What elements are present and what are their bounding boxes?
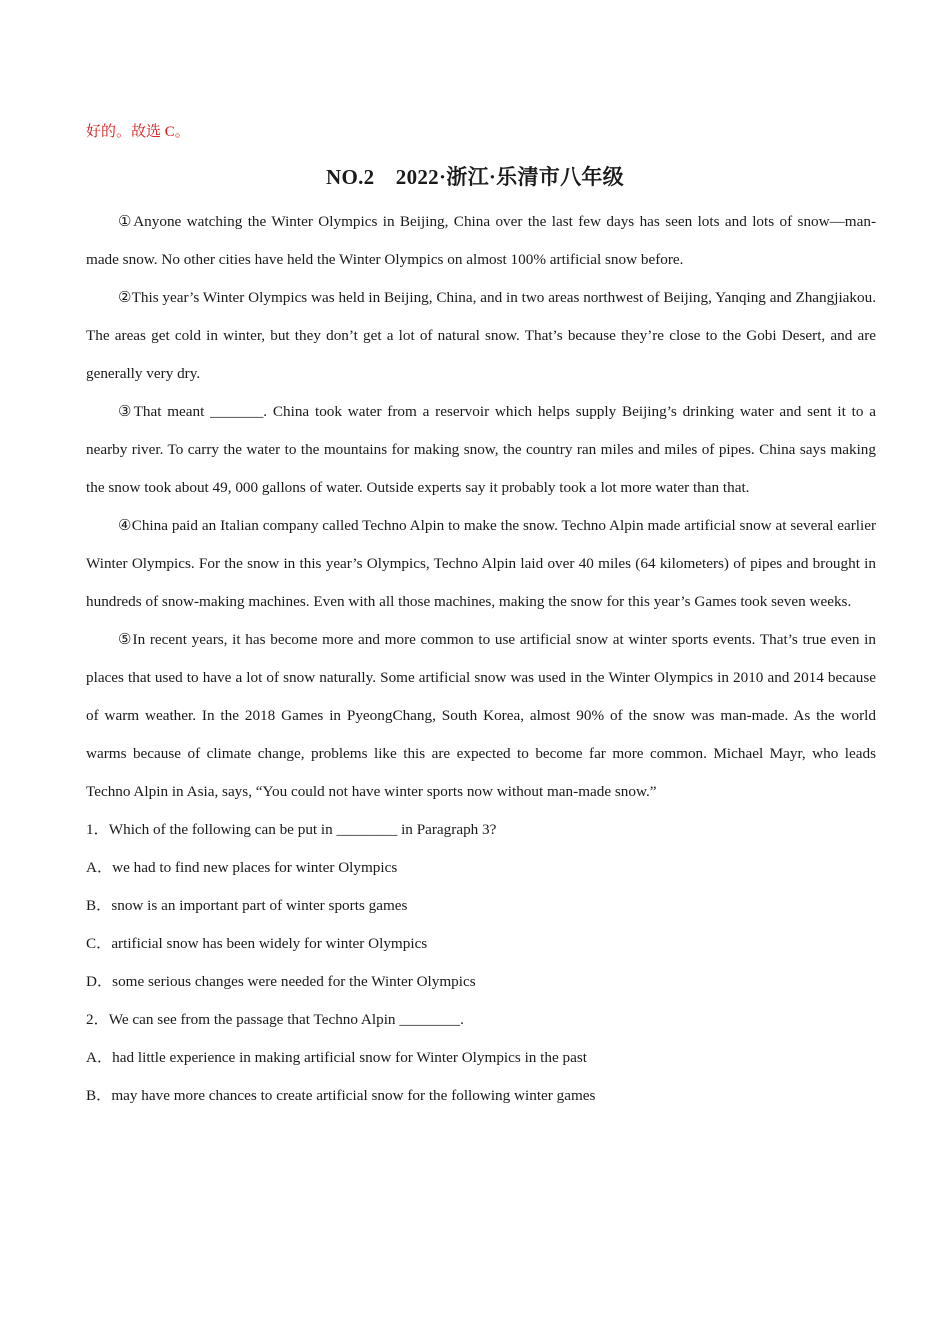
option-b: B．snow is an important part of winter sports games	[86, 897, 408, 914]
option-c: C．artificial snow has been widely for winter Olympics	[86, 935, 428, 952]
question-1	[86, 811, 876, 1001]
option-b: B．may have more chances to create artificial snow for the following winter games	[86, 1087, 596, 1104]
option-a: A．we had to find new places for winter Olympics	[86, 859, 398, 876]
paragraph-3: ③That meant _______. China took water from a reservoir which helps supply Beijing’s drinking water and sent it to a nearby river. To carry the water to the mountains for making snow, the country ran miles and miles of pipes. China says making the snow took about 49, 000 gallons of water. Outside experts say it probably took a lot more water than that.	[86, 403, 876, 496]
option-a: A．had little experience in making artificial snow for Winter Olympics in the past	[86, 1049, 588, 1066]
question-stem: 2．We can see from the passage that Techno Alpin ________.	[86, 1011, 464, 1028]
answer-note: 好的。故选 C。	[86, 124, 190, 140]
paragraph-4: ④China paid an Italian company called Techno Alpin to make the snow. Techno Alpin made artificial snow at several earlier Winter Olympics. For the snow in this year’s Olympics, Techno Alpin laid over 40 miles (64 kilometers) of pipes and brought in hundreds of snow-making machines. Even with all those machines, making the snow for this year’s Games took seven weeks.	[86, 517, 876, 610]
question-stem: 1．Which of the following can be put in ________ in Paragraph 3?	[86, 821, 497, 838]
paragraph-2: ②This year’s Winter Olympics was held in Beijing, China, and in two areas northwest of Beijing, Yanqing and Zhangjiakou. The areas get cold in winter, but they don’t get a lot of natural snow. That’s because they’re close to the Gobi Desert, and are generally very dry.	[86, 289, 876, 382]
question-2	[86, 1001, 876, 1115]
reading-passage	[86, 203, 876, 1115]
question-set-title: NO.2 2022·浙江·乐清市八年级	[326, 165, 624, 189]
option-d: D．some serious changes were needed for the Winter Olympics	[86, 973, 476, 990]
paragraph-5: ⑤In recent years, it has become more and more common to use artificial snow at winter sports events. That’s true even in places that used to have a lot of snow naturally. Some artificial snow was used in the Winter Olympics in 2010 and 2014 because of warm weather. In the 2018 Games in PyeongChang, South Korea, almost 90% of the snow was man-made. As the world warms because of climate change, problems like this are expected to become far more common. Michael Mayr, who leads Techno Alpin in Asia, says, “You could not have winter sports now without man-made snow.”	[86, 631, 876, 800]
paragraph-1: ①Anyone watching the Winter Olympics in Beijing, China over the last few days has seen lots and lots of snow—man-made snow. No other cities have held the Winter Olympics on almost 100% artificial snow before.	[86, 213, 876, 268]
